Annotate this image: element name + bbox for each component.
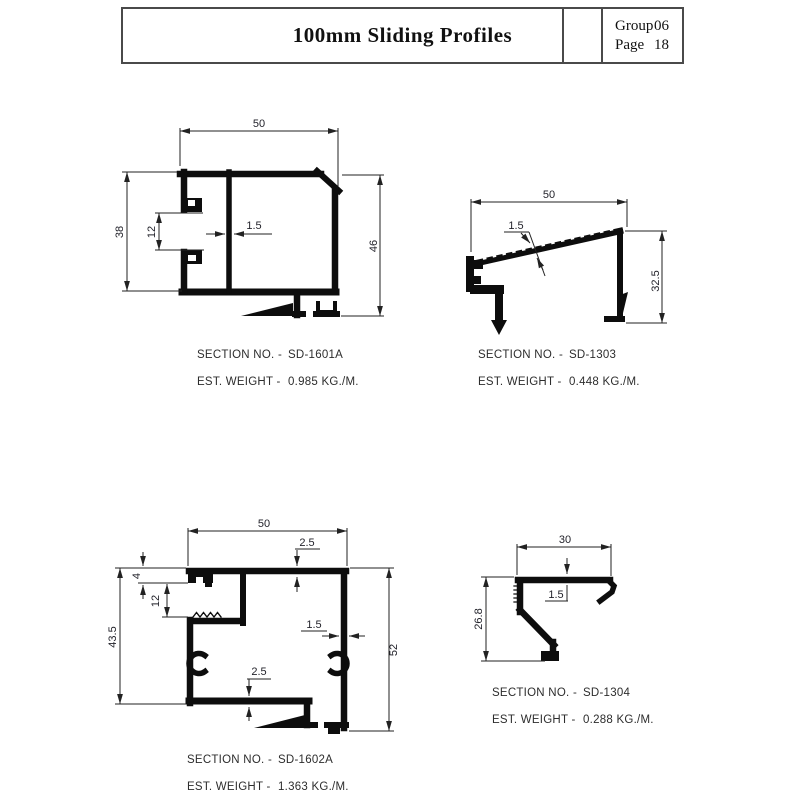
section-info-sd-1304 xyxy=(492,687,654,740)
section-no-label: SECTION NO. - xyxy=(197,349,283,361)
dim-slot-1601a: 12 xyxy=(146,225,158,239)
dim-wall-1303: 1.5 xyxy=(508,220,524,232)
est-weight-label: EST. WEIGHT - xyxy=(478,375,562,388)
est-weight-row xyxy=(492,714,654,726)
section-no-value: SD-1303 xyxy=(569,349,617,361)
dim-wall-1602a: 1.5 xyxy=(306,619,322,631)
est-weight-value: 0.448 KG./M. xyxy=(569,375,640,388)
section-no-value: SD-1304 xyxy=(583,687,631,699)
section-no-label: SECTION NO. - xyxy=(187,754,273,766)
dim-height-right-1601a: 46 xyxy=(368,239,380,253)
section-no-value: SD-1602A xyxy=(278,754,334,766)
page-label: Page xyxy=(615,37,645,53)
est-weight-row xyxy=(478,376,640,388)
dim-width-1303: 50 xyxy=(542,189,556,201)
group-label: Group xyxy=(615,18,654,34)
dim-bottom-wall-1602a: 2.5 xyxy=(251,666,267,678)
est-weight-value: 1.363 KG./M. xyxy=(278,780,349,793)
dim-height-1303: 32.5 xyxy=(650,270,662,292)
group-value: 06 xyxy=(654,18,669,34)
section-no-row xyxy=(492,687,654,699)
section-no-label: SECTION NO. - xyxy=(478,349,564,361)
est-weight-row xyxy=(197,376,359,388)
est-weight-row xyxy=(187,781,349,793)
dim-width-1602a: 50 xyxy=(257,518,271,530)
dim-height-right-1602a: 52 xyxy=(388,643,400,657)
dim-wall-1601a: 1.5 xyxy=(246,220,262,232)
dim-width-1304: 30 xyxy=(558,534,572,546)
section-no-row xyxy=(187,754,349,766)
dim-tab-1602a: 4 xyxy=(131,572,143,580)
section-info-sd-1601a xyxy=(197,349,359,402)
dim-top-wall-1602a: 2.5 xyxy=(299,537,315,549)
dim-height-left-1602a: 43.5 xyxy=(107,626,119,648)
section-no-row xyxy=(478,349,640,361)
dim-slot-1602a: 12 xyxy=(150,594,162,608)
section-no-row xyxy=(197,349,359,361)
section-info-sd-1602a xyxy=(187,754,349,800)
page-value: 18 xyxy=(654,37,669,53)
dim-height-1304: 26.8 xyxy=(473,608,485,630)
est-weight-label: EST. WEIGHT - xyxy=(197,375,281,388)
profile-drawing-sd-1304 xyxy=(473,534,614,661)
dim-width-1601a: 50 xyxy=(252,118,266,130)
profile-drawing-sd-1601a xyxy=(114,118,384,318)
profile-drawing-sd-1303 xyxy=(466,189,667,335)
profile-drawing-sd-1602a xyxy=(107,518,400,734)
est-weight-value: 0.985 KG./M. xyxy=(288,375,359,388)
section-no-value: SD-1601A xyxy=(288,349,344,361)
dim-wall-1304: 1.5 xyxy=(548,589,564,601)
est-weight-label: EST. WEIGHT - xyxy=(492,713,576,726)
est-weight-value: 0.288 KG./M. xyxy=(583,713,654,726)
dim-height-left-1601a: 38 xyxy=(114,225,126,239)
section-info-sd-1303 xyxy=(478,349,640,402)
est-weight-label: EST. WEIGHT - xyxy=(187,780,271,793)
section-no-label: SECTION NO. - xyxy=(492,687,578,699)
page-title: 100mm Sliding Profiles xyxy=(292,23,513,47)
